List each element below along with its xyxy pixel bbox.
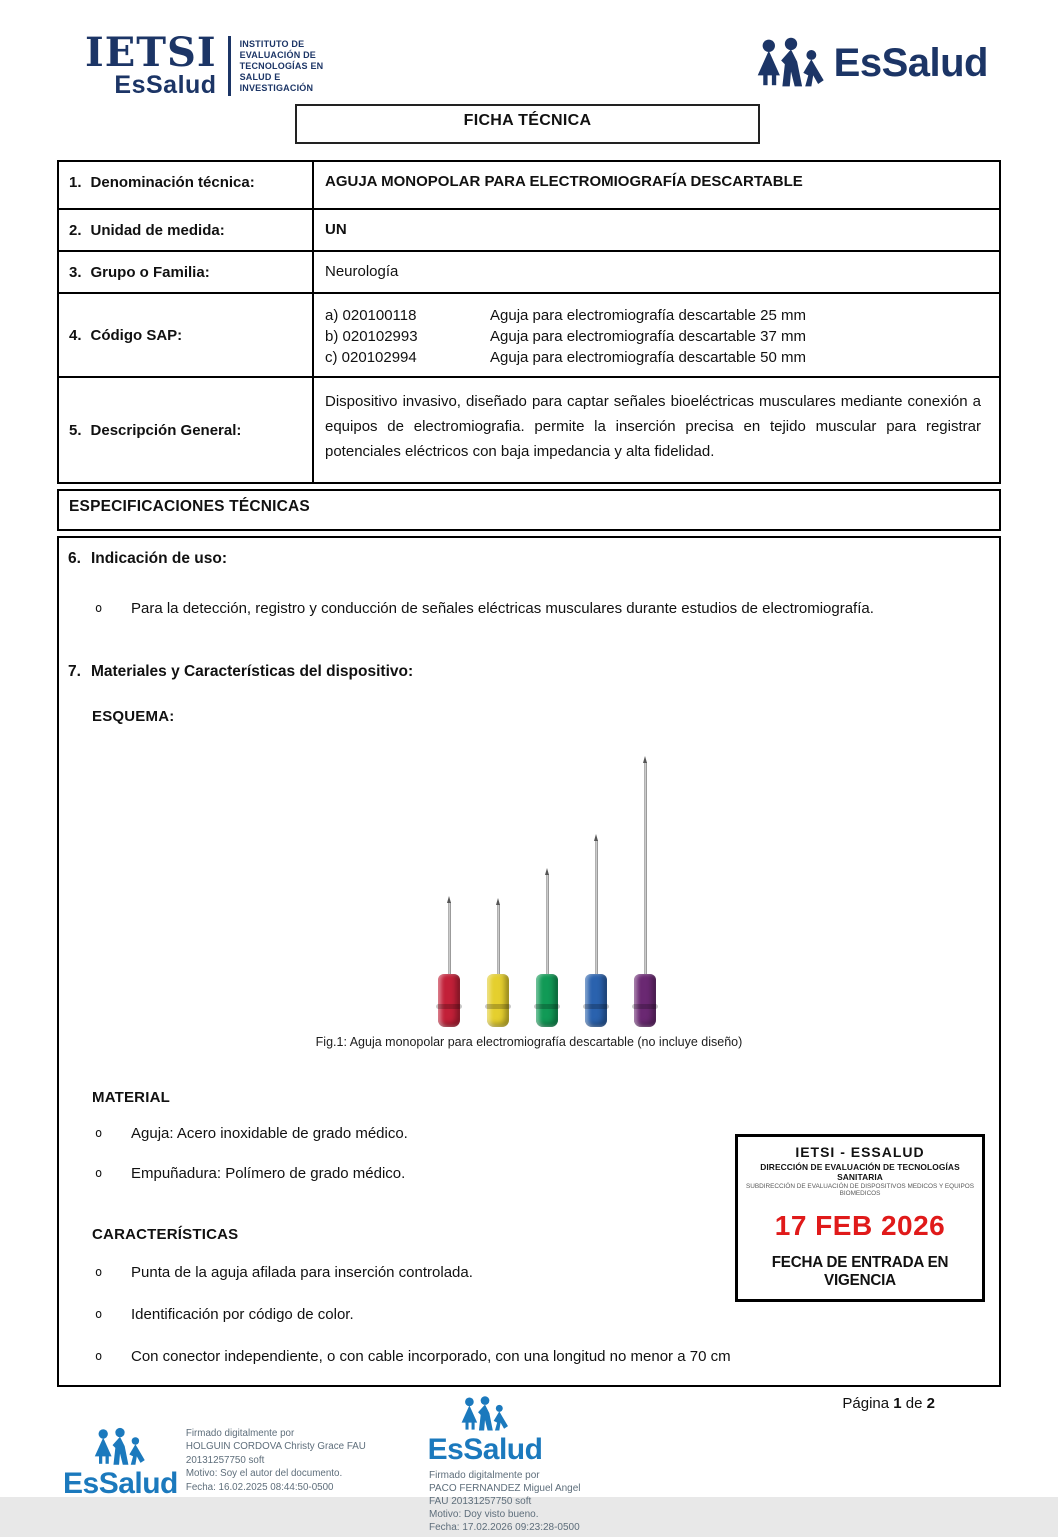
spec-section-header: ESPECIFICACIONES TÉCNICAS: [57, 489, 1001, 531]
sap-code: b) 020102993: [325, 328, 418, 345]
row-label: Descripción General:: [90, 421, 242, 439]
bullet-marker: o: [95, 1265, 103, 1279]
stamp-footer-label: FECHA DE ENTRADA EN VIGENCIA: [771, 1254, 949, 1289]
row-value: AGUJA MONOPOLAR PARA ELECTROMIOGRAFÍA DESCARTABLE: [312, 162, 999, 208]
indication-bullet: o Para la detección, registro y conducción de señales eléctricas musculares durante estudios de electromiografía.: [59, 596, 999, 621]
needle-shaft: [595, 840, 598, 974]
row-number: 1.: [69, 174, 82, 191]
needle-hub: [487, 974, 509, 1027]
bullet-marker: o: [95, 601, 103, 615]
table-row-codigo-sap: [59, 294, 999, 378]
needle-hub: [536, 974, 558, 1027]
stamp-subdirection: SUBDIRECCIÓN DE EVALUACIÓN DE DISPOSITIVOS MEDICOS Y EQUIPOS BIOMEDICOS: [746, 1183, 974, 1197]
needle-shaft: [546, 874, 549, 974]
table-row-descripcion: [59, 378, 999, 482]
validity-stamp: [735, 1134, 985, 1302]
ietsi-logo: [85, 29, 324, 99]
family-icon: [92, 1425, 148, 1469]
table-row-grupo: [59, 252, 999, 294]
ietsi-subtitle: INSTITUTO DE EVALUACIÓN DE TECNOLOGÍAS EN SALUD E INVESTIGACIÓN: [239, 38, 324, 93]
signature-left: [63, 1425, 366, 1499]
yellow-needle: [487, 904, 509, 1027]
purple-needle: [634, 762, 656, 1027]
needle-hub: [585, 974, 607, 1027]
row-number: 5.: [69, 421, 82, 439]
caracteristicas-bullet: o Punta de la aguja afilada para inserción controlada.: [59, 1260, 999, 1285]
material-bullet: o Aguja: Acero inoxidable de grado médico.: [59, 1121, 999, 1146]
caracteristicas-bullet: o Con conector independiente, o con cable incorporado, con una longitud no menor a 70 cm: [59, 1344, 999, 1369]
section-indicacion-heading: 6. Indicación de uso:: [68, 550, 228, 567]
signature-text: Firmado digitalmente por HOLGUIN CORDOVA Christy Grace FAU 20131257750 soft Motivo: Soy el autor del documento. Fecha: 16.02.2025 08:44:50-0500: [185, 1428, 366, 1493]
sap-code: a) 020100118: [325, 307, 417, 324]
sap-desc: Aguja para electromiografía descartable 25 mm: [490, 307, 806, 324]
row-value: Dispositivo invasivo, diseñado para captar señales bioeléctricas musculares mediante conexión a equipos de electromiografia. permite la inserción precisa en tejido muscular para registrar potenciales eléctricos con baja impedancia y alta fidelidad.: [312, 378, 999, 482]
family-icon: [459, 1393, 511, 1435]
sap-code-line: [325, 347, 985, 368]
sap-desc: Aguja para electromiografía descartable 50 mm: [490, 349, 806, 366]
essalud-wordmark: EsSalud: [427, 1433, 543, 1466]
stamp-org: IETSI - ESSALUD: [795, 1144, 925, 1160]
row-value: Neurología: [312, 252, 999, 292]
ietsi-acronym: IETSI: [85, 29, 217, 76]
red-needle: [438, 902, 460, 1027]
row-number: 2.: [69, 222, 82, 239]
info-table: [57, 160, 1001, 484]
table-row-unidad: [59, 210, 999, 252]
row-number: 4.: [69, 326, 82, 344]
blue-needle: [585, 840, 607, 1027]
page-footer: [57, 1387, 1001, 1537]
needle-figure: [438, 737, 656, 1027]
stamp-direction: DIRECCIÓN DE EVALUACIÓN DE TECNOLOGÍAS SANITARIA: [760, 1162, 960, 1182]
row-number: 3.: [69, 264, 82, 281]
esquema-label: ESQUEMA:: [92, 708, 175, 725]
ietsi-brand: EsSalud: [114, 71, 217, 99]
bullet-marker: o: [95, 1307, 103, 1321]
row-label: Denominación técnica:: [90, 174, 255, 191]
essalud-wordmark: EsSalud: [63, 1467, 178, 1500]
green-needle: [536, 874, 558, 1027]
needle-hub: [634, 974, 656, 1027]
row-value: UN: [312, 210, 999, 250]
signature-text: Firmado digitalmente por PACO FERNANDEZ Miguel Angel FAU 20131257750 soft Motivo: Doy visto bueno. Fecha: 17.02.2026 09:23:28-0500: [429, 1470, 581, 1533]
needle-hub: [438, 974, 460, 1027]
page-header: [0, 0, 1058, 98]
spec-content: [57, 536, 1001, 1387]
bullet-marker: o: [95, 1166, 103, 1180]
material-heading: MATERIAL: [92, 1089, 170, 1106]
bullet-marker: o: [95, 1126, 103, 1140]
signature-center: [429, 1393, 581, 1534]
row-label: Unidad de medida:: [90, 222, 225, 239]
caracteristicas-bullet: o Identificación por código de color.: [59, 1302, 999, 1327]
needle-shaft: [644, 762, 647, 974]
caracteristicas-heading: CARACTERÍSTICAS: [92, 1226, 239, 1243]
family-icon: [754, 34, 828, 92]
sap-desc: Aguja para electromiografía descartable 37 mm: [490, 328, 806, 345]
doc-title: FICHA TÉCNICA: [295, 104, 760, 144]
needle-shaft: [497, 904, 500, 974]
needle-shaft: [448, 902, 451, 974]
logo-divider: [228, 36, 231, 96]
sap-code: c) 020102994: [325, 349, 417, 366]
row-value: [312, 294, 999, 376]
sap-code-line: [325, 305, 985, 326]
essalud-wordmark: EsSalud: [833, 40, 988, 85]
bullet-marker: o: [95, 1349, 103, 1363]
section-materiales-heading: 7. Materiales y Características del dispositivo:: [68, 663, 414, 680]
row-label: Grupo o Familia:: [90, 264, 210, 281]
sap-code-line: [325, 326, 985, 347]
material-bullet: o Empuñadura: Polímero de grado médico.: [59, 1161, 999, 1186]
row-label: Código SAP:: [90, 326, 183, 344]
figure-caption: Fig.1: Aguja monopolar para electromiografía descartable (no incluye diseño): [315, 1035, 743, 1049]
essalud-logo: [754, 34, 988, 92]
stamp-date: 17 FEB 2026: [774, 1210, 946, 1241]
table-row-denominacion: [59, 162, 999, 210]
page-number: Página 1 de 2: [842, 1395, 935, 1412]
